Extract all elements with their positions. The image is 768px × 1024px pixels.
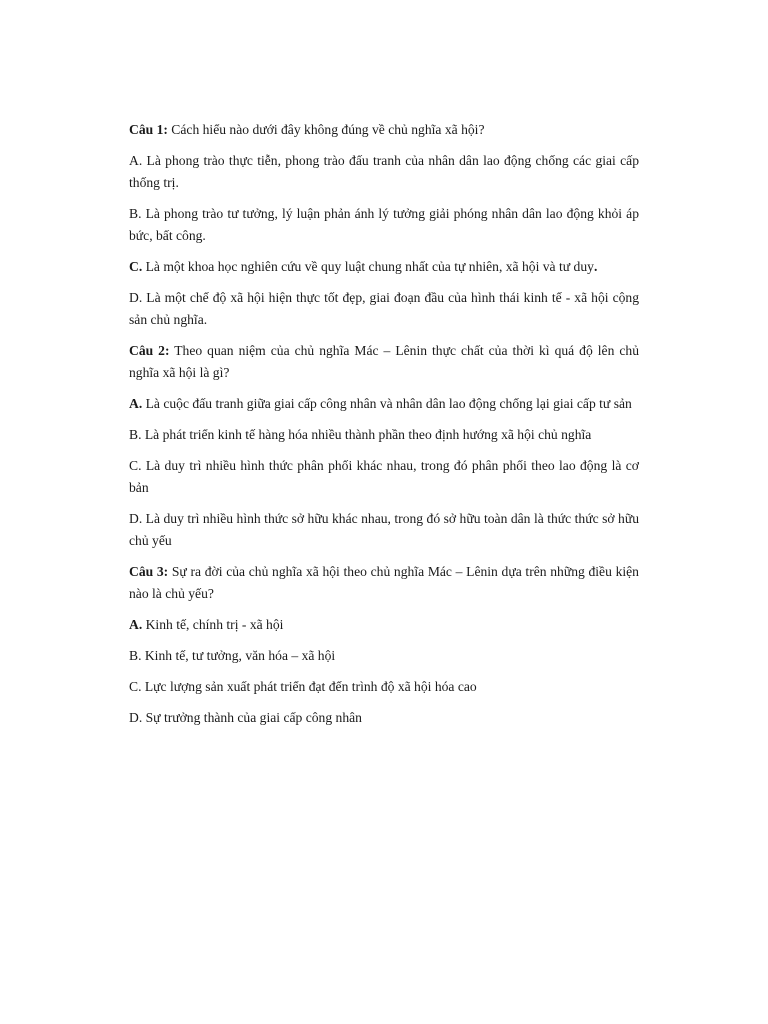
question-3-text: Sự ra đời của chủ nghĩa xã hội theo chủ nghĩa Mác – Lênin dựa trên những điều kiện nào là chủ yếu? [129,564,639,601]
option-label: D. [129,511,143,526]
question-1-text: Cách hiểu nào dưới đây không đúng về chủ nghĩa xã hội? [167,122,485,137]
option-text: Là một khoa học nghiên cứu về quy luật chung nhất của tự nhiên, xã hội và tư duy [142,259,594,274]
question-2-text: Theo quan niệm của chủ nghĩa Mác – Lênin thực chất của thời kì quá độ lên chủ nghĩa xã hội là gì? [129,343,639,380]
option-text: Là phong trào tư tưởng, lý luận phản ánh lý tưởng giải phóng nhân dân lao động khỏi áp bức, bất công. [129,206,639,243]
option-label: A. [129,617,143,632]
question-2-option-b [129,424,639,446]
question-1-option-c [129,256,639,278]
option-text: Là duy trì nhiều hình thức phân phối khác nhau, trong đó phân phối theo lao động là cơ bản [129,458,639,495]
question-2-option-a [129,393,639,415]
option-label: A. [129,153,143,168]
option-text: Là phong trào thực tiễn, phong trào đấu tranh của nhân dân lao động chống các giai cấp thống trị. [129,153,639,190]
question-2-option-d [129,508,639,552]
option-text: Là duy trì nhiều hình thức sở hữu khác nhau, trong đó sở hữu toàn dân là thức thức sở hữu chủ yếu [129,511,639,548]
option-label: C. [129,259,143,274]
option-text: Kinh tế, tư tưởng, văn hóa – xã hội [141,648,336,663]
option-label: B. [129,206,142,221]
quiz-content [129,119,639,738]
question-1-option-d [129,287,639,331]
option-text: Là phát triển kinh tế hàng hóa nhiều thành phần theo định hướng xã hội chủ nghĩa [141,427,592,442]
question-2-label: Câu 2: [129,343,170,358]
option-text: Kinh tế, chính trị - xã hội [142,617,284,632]
option-text: Sự trưởng thành của giai cấp công nhân [142,710,362,725]
option-text: Lực lượng sản xuất phát triển đạt đến trình độ xã hội hóa cao [141,679,477,694]
option-text: Là cuộc đấu tranh giữa giai cấp công nhân và nhân dân lao động chống lại giai cấp tư sản [142,396,632,411]
option-text: Là một chế độ xã hội hiện thực tốt đẹp, giai đoạn đầu của hình thái kinh tế - xã hội cộng sản chủ nghĩa. [129,290,639,327]
option-label: B. [129,648,142,663]
question-1-label: Câu 1: [129,122,168,137]
question-3-option-c [129,676,639,698]
question-3-option-a [129,614,639,636]
question-1-stem [129,119,639,141]
question-3-option-d [129,707,639,729]
question-2-stem [129,340,639,384]
option-label: B. [129,427,142,442]
question-1-option-a [129,150,639,194]
question-3-label: Câu 3: [129,564,169,579]
option-label: C. [129,458,142,473]
option-label: D. [129,710,143,725]
question-3-stem [129,561,639,605]
question-3-option-b [129,645,639,667]
option-label: D. [129,290,143,305]
question-1-option-b [129,203,639,247]
question-2-option-c [129,455,639,499]
option-trail: . [593,259,598,274]
option-label: A. [129,396,143,411]
option-label: C. [129,679,142,694]
